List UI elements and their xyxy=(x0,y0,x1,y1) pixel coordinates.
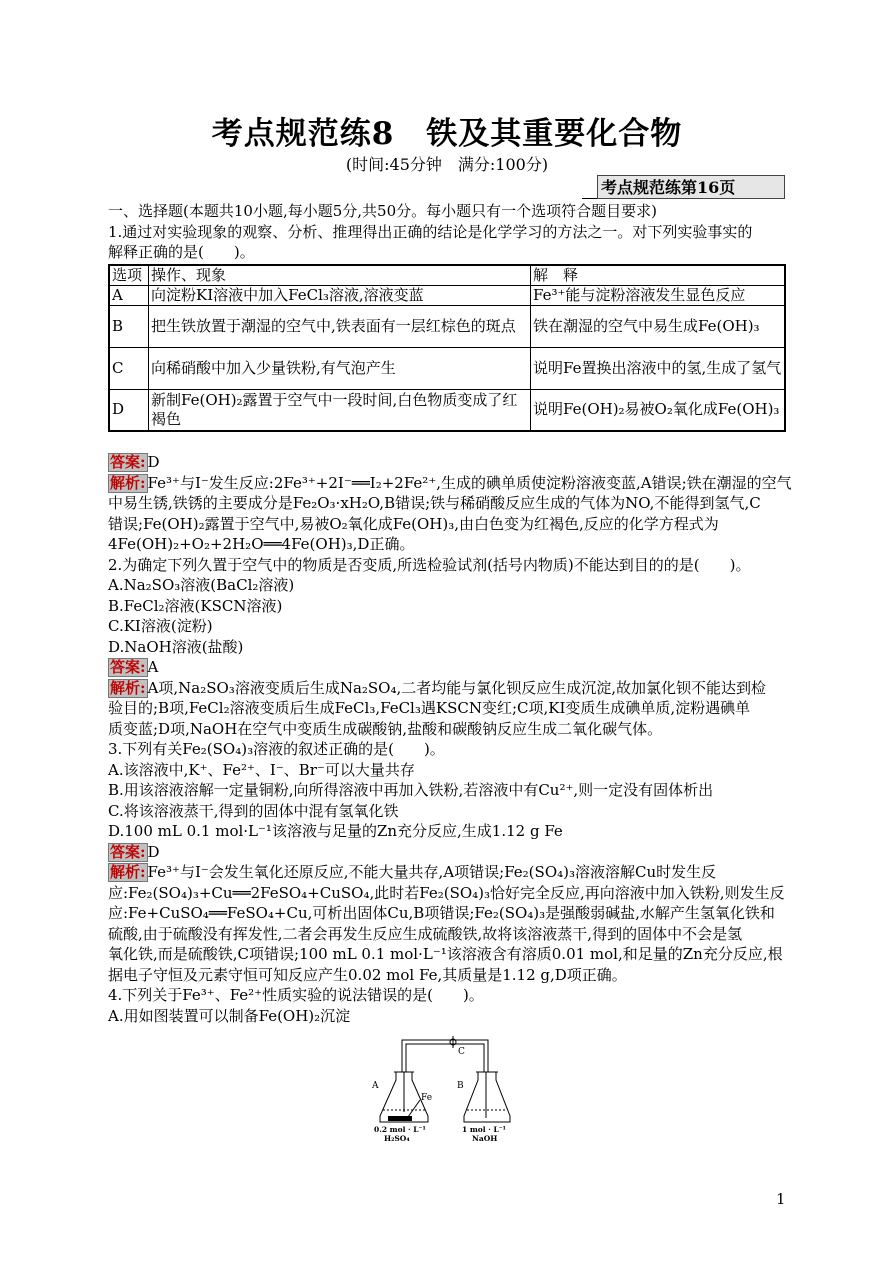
question-1-stem-line-1: 1.通过对实验现象的观察、分析、推理得出正确的结论是化学学习的方法之一。对下列实验事实的 xyxy=(108,222,753,241)
analysis-line: 验目的;B项,FeCl₂溶液变质后生成FeCl₃,FeCl₃遇KSCN变红;C项,KI变质生成碘单质,淀粉遇碘单 xyxy=(108,699,751,717)
section-heading: 一、选择题(本题共10小题,每小题5分,共50分。每小题只有一个选项符合题目要求) xyxy=(108,202,657,220)
table-header-cell: 解 释 xyxy=(531,265,786,286)
option-b: B.FeCl₂溶液(KSCN溶液) xyxy=(108,596,283,615)
table-cell: A xyxy=(109,285,149,305)
analysis-line: 中易生锈,铁锈的主要成分是Fe₂O₃·xH₂O,B错误;铁与稀硝酸反应生成的气体为NO,不能得到氢气,C xyxy=(108,494,761,512)
flask-b-label: B xyxy=(457,1081,464,1091)
analysis-tag: 解析: xyxy=(110,473,146,492)
table-cell: D xyxy=(109,389,149,431)
question-3-analysis xyxy=(108,862,788,985)
iron-label: Fe xyxy=(421,1093,433,1103)
analysis-line: 硫酸,由于硫酸没有挥发性,二者会再发生反应生成硫酸铁,故将该溶液蒸干,得到的固体中不会是氢 xyxy=(108,924,743,943)
question-1-answer xyxy=(108,452,788,473)
option-c: C.将该溶液蒸干,得到的固体中混有氢氧化铁 xyxy=(108,801,399,820)
right-concentration: 1 mol · L⁻¹ xyxy=(462,1125,506,1134)
question-2-answer xyxy=(108,657,788,678)
option-b: B.用该溶液溶解一定量铜粉,向所得溶液中再加入铁粉,若溶液中有Cu²⁺,则一定没有固体析出 xyxy=(108,781,714,799)
table-row xyxy=(109,347,785,389)
analysis-line: Fe³⁺与I⁻会发生氧化还原反应,不能大量共存,A项错误;Fe₂(SO₄)₃溶液溶解Cu时发生反 xyxy=(147,863,717,881)
table-header-cell: 选项 xyxy=(109,265,149,286)
question-2-stem: 2.为确定下列久置于空气中的物质是否变质,所选检验试剂(括号内物质)不能达到目的的是( )。 xyxy=(108,555,751,574)
table-cell: 把生铁放置于潮湿的空气中,铁表面有一层红棕色的斑点 xyxy=(149,305,531,347)
table-cell: Fe³⁺能与淀粉溶液发生显色反应 xyxy=(531,285,786,305)
table-header-row xyxy=(109,265,785,286)
analysis-line: 应:Fe+CuSO₄══FeSO₄+Cu,可析出固体Cu,B项错误;Fe₂(SO₄)₃是强酸弱碱盐,水解产生氢氧化铁和 xyxy=(108,904,775,922)
apparatus-diagram xyxy=(370,1032,520,1142)
table-cell: 新制Fe(OH)₂露置于空气中一段时间,白色物质变成了红褐色 xyxy=(149,389,531,431)
question-1-stem-line-2: 解释正确的是( )。 xyxy=(108,243,255,261)
analysis-line: A项,Na₂SO₃溶液变质后生成Na₂SO₄,二者均能与氯化钡反应生成沉淀,故加氯化钡不能达到检 xyxy=(147,678,767,697)
answer-value: D xyxy=(147,842,160,861)
table-cell: 说明Fe置换出溶液中的氢,生成了氢气 xyxy=(531,347,786,389)
analysis-tag: 解析: xyxy=(110,678,146,697)
table-row xyxy=(109,285,785,305)
analysis-line: Fe³⁺与I⁻发生反应:2Fe³⁺+2I⁻══I₂+2Fe²⁺,生成的碘单质使淀粉溶液变蓝,A错误;铁在潮湿的空气 xyxy=(147,473,792,492)
answer-tag: 答案: xyxy=(110,658,146,676)
answer-value: A xyxy=(147,658,159,676)
analysis-line: 氧化铁,而是硫酸铁,C项错误;100 mL 0.1 mol·L⁻¹该溶液含有溶质0.01 mol,和足量的Zn充分反应,根 xyxy=(108,945,783,963)
flask-a-label: A xyxy=(372,1081,379,1091)
table-row xyxy=(109,389,785,431)
option-a: A.该溶液中,K⁺、Fe²⁺、I⁻、Br⁻可以大量共存 xyxy=(108,760,415,779)
option-a: A.Na₂SO₃溶液(BaCl₂溶液) xyxy=(108,576,295,594)
analysis-line: 4Fe(OH)₂+O₂+2H₂O══4Fe(OH)₃,D正确。 xyxy=(108,535,415,553)
table-cell: 说明Fe(OH)₂易被O₂氧化成Fe(OH)₃ xyxy=(531,389,786,431)
table-row xyxy=(109,305,785,347)
table-cell: C xyxy=(109,347,149,389)
answer-value: D xyxy=(147,453,160,471)
question-2-analysis xyxy=(108,678,788,740)
table-cell: 向稀硝酸中加入少量铁粉,有气泡产生 xyxy=(149,347,531,389)
option-a: A.用如图装置可以制备Fe(OH)₂沉淀 xyxy=(108,1006,351,1025)
answer-tag: 答案: xyxy=(110,842,146,861)
right-reagent: NaOH xyxy=(472,1134,498,1142)
analysis-tag: 解析: xyxy=(110,863,146,881)
question-3-answer xyxy=(108,842,788,863)
page-title: 考点规范练8 铁及其重要化合物 xyxy=(211,116,683,152)
answer-tag: 答案: xyxy=(110,453,146,471)
table-cell: 铁在潮湿的空气中易生成Fe(OH)₃ xyxy=(531,305,786,347)
left-reagent: H₂SO₄ xyxy=(384,1134,410,1142)
option-d: D.NaOH溶液(盐酸) xyxy=(108,637,244,656)
question-1-analysis xyxy=(108,473,792,555)
analysis-line: 应:Fe₂(SO₄)₃+Cu══2FeSO₄+CuSO₄,此时若Fe₂(SO₄)₃恰好完全反应,再向溶液中加入铁粉,则发生反 xyxy=(108,883,785,902)
document-body xyxy=(108,201,792,1148)
divider xyxy=(582,198,598,199)
question-1-table xyxy=(108,264,786,433)
stopcock-label: C xyxy=(458,1047,465,1057)
page-number: 1 xyxy=(776,1190,786,1208)
analysis-line: 据电子守恒及元素守恒可知反应产生0.02 mol Fe,其质量是1.12 g,D项正确。 xyxy=(108,965,627,984)
analysis-line: 质变蓝;D项,NaOH在空气中变质生成碳酸钠,盐酸和碳酸钠反应生成二氧化碳气体。 xyxy=(108,719,663,738)
left-concentration: 0.2 mol · L⁻¹ xyxy=(374,1125,426,1134)
page-reference-box: 考点规范练第16页 xyxy=(597,175,785,199)
table-header-cell: 操作、现象 xyxy=(149,265,531,286)
option-d: D.100 mL 0.1 mol·L⁻¹该溶液与足量的Zn充分反应,生成1.12 g Fe xyxy=(108,822,563,840)
question-4-stem: 4.下列关于Fe³⁺、Fe²⁺性质实验的说法错误的是( )。 xyxy=(108,986,484,1004)
question-3-stem: 3.下列有关Fe₂(SO₄)₃溶液的叙述正确的是( )。 xyxy=(108,740,445,758)
table-cell: 向淀粉KI溶液中加入FeCl₃溶液,溶液变蓝 xyxy=(149,285,531,305)
iron-powder xyxy=(388,1116,412,1121)
table-cell: B xyxy=(109,305,149,347)
option-c: C.KI溶液(淀粉) xyxy=(108,617,213,635)
analysis-line: 错误;Fe(OH)₂露置于空气中,易被O₂氧化成Fe(OH)₃,由白色变为红褐色,反应的化学方程式为 xyxy=(108,514,719,533)
page-subtitle: (时间:45分钟 满分:100分) xyxy=(345,155,549,174)
